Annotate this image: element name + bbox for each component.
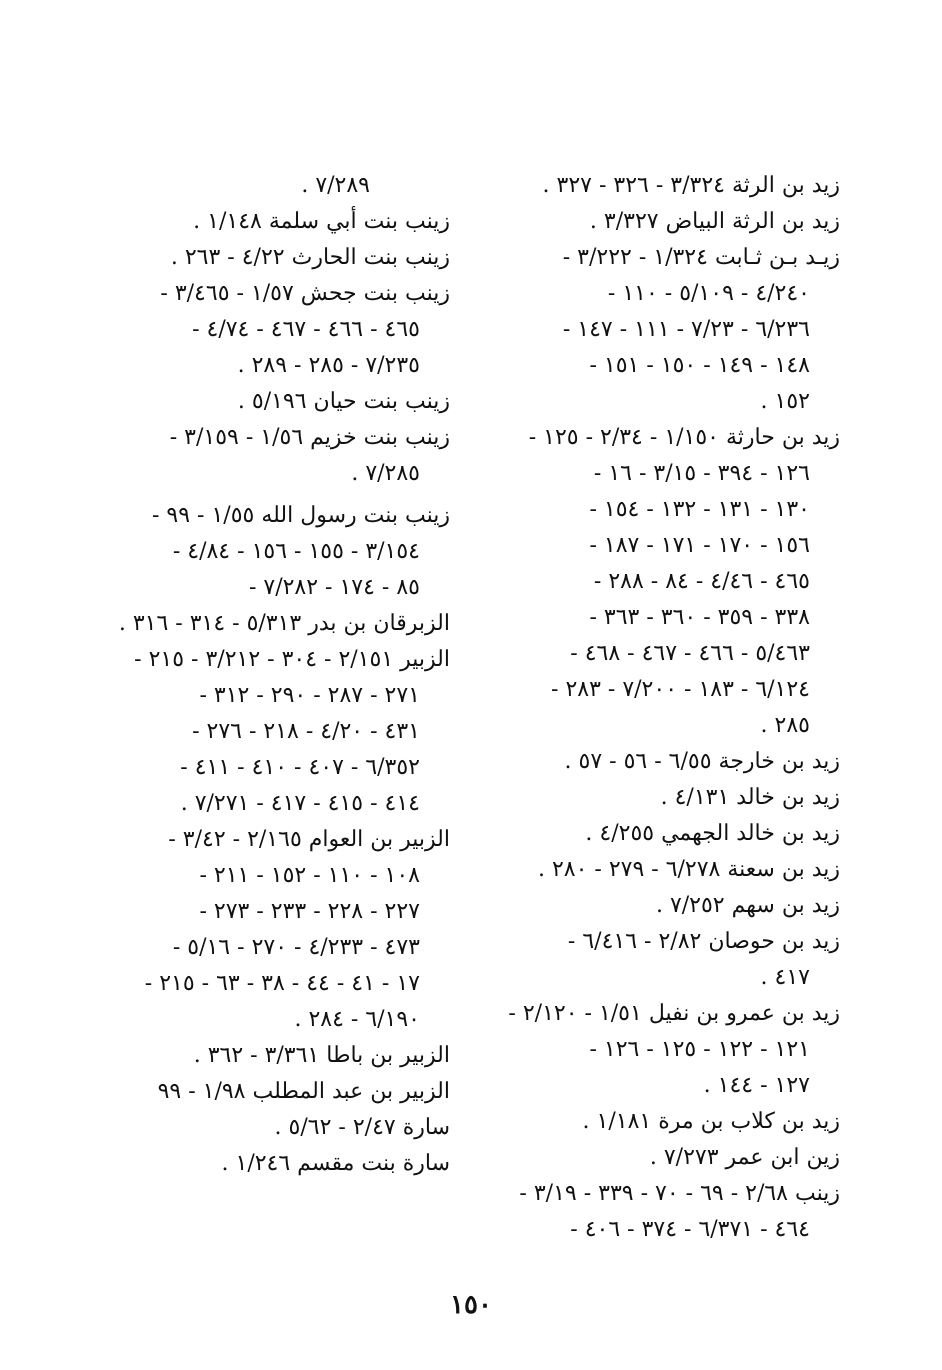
index-entry-continuation: ١٠٨ - ١١٠ - ١٥٢ - ٢١١ -	[199, 863, 420, 888]
index-entry: زينب ٢/٦٨ - ٦٩ - ٧٠ - ٣٣٩ - ٣/١٩ -	[519, 1181, 840, 1206]
index-entry-continuation: ١٢٧ - ١٤٤ .	[703, 1073, 810, 1098]
index-entry: زينب بنت الحارث ٤/٢٢ - ٢٦٣ .	[170, 245, 450, 270]
index-entry: زينب بنت رسول الله ١/٥٥ - ٩٩ -	[151, 503, 450, 528]
index-entry: زينب بنت خزيم ١/٥٦ - ٣/١٥٩ -	[169, 425, 450, 450]
index-entry-continuation: ١٤٨ - ١٤٩ - ١٥٠ - ١٥١ -	[589, 353, 810, 378]
index-entry-continuation: ٨٥ - ١٧٤ - ٧/٢٨٢ -	[248, 575, 420, 600]
index-entry: زينب بنت جحش ١/٥٧ - ٣/٤٦٥ -	[160, 281, 450, 306]
index-entry-continuation: ٤٣١ - ٤/٢٠ - ٢١٨ - ٢٧٦ -	[192, 719, 420, 744]
index-entry: زيد بن خالد الجهمي ٤/٢٥٥ .	[585, 821, 840, 846]
index-entry: زيد بن خارجة ٦/٥٥ - ٥٦ - ٥٧ .	[564, 749, 840, 774]
index-entry: زيد بن سعنة ٦/٢٧٨ - ٢٧٩ - ٢٨٠ .	[537, 857, 840, 882]
index-entry: الزبير بن العوام ٢/١٦٥ - ٣/٤٢ -	[168, 827, 450, 852]
index-entry-continuation: ١٥٢ .	[760, 389, 810, 414]
index-entry-continuation: ١٥٦ - ١٧٠ - ١٧١ - ١٨٧ -	[589, 533, 810, 558]
index-entry: زيد بن حارثة ١/١٥٠ - ٢/٣٤ - ١٢٥ -	[528, 425, 840, 450]
index-entry-continuation: ٦/١٩٠ - ٢٨٤ .	[294, 1007, 420, 1032]
index-entry: الزبير بن عبد المطلب ١/٩٨ - ٩٩	[157, 1079, 450, 1104]
index-entry-continuation: ٤١٧ .	[760, 965, 810, 990]
right-column	[500, 168, 840, 1248]
index-entry: زيد بن خالد ٤/١٣١ .	[660, 785, 840, 810]
index-entry-continuation: ٢٢٧ - ٢٢٨ - ٢٣٣ - ٢٧٣ -	[199, 899, 420, 924]
index-entry: الزبرقان بن بدر ٥/٣١٣ - ٣١٤ - ٣١٦ .	[118, 611, 450, 636]
index-entry: زيد بن عمرو بن نفيل ١/٥١ - ٢/١٢٠ -	[508, 1001, 840, 1026]
index-entry: زيد بن سهم ٧/٢٥٢ .	[655, 893, 840, 918]
index-entry: زيد بن حوصان ٢/٨٢ - ٦/٤١٦ -	[567, 929, 840, 954]
index-entry-continuation: ٢٧١ - ٢٨٧ - ٢٩٠ - ٣١٢ -	[199, 683, 420, 708]
index-entry-continuation: ١٣٠ - ١٣١ - ١٣٢ - ١٥٤ -	[589, 497, 810, 522]
index-entry-continuation: ٣/١٥٤ - ١٥٥ - ١٥٦ - ٤/٨٤ -	[172, 539, 420, 564]
index-entry: زينب بنت أبي سلمة ١/١٤٨ .	[193, 209, 450, 234]
index-entry-continuation: ٥/٤٦٣ - ٤٦٦ - ٤٦٧ - ٤٦٨ -	[570, 641, 810, 666]
index-entry-continuation: ١٢٦ - ٣٩٤ - ٣/١٥ - ١٦ -	[593, 461, 810, 486]
index-entry-continuation: ٤٧٣ - ٤/٢٣٣ - ٢٧٠ - ٥/١٦ -	[172, 935, 420, 960]
index-entry: زيد بن كلاب بن مرة ١/١٨١ .	[582, 1109, 840, 1134]
index-entry: زينب بنت حيان ٥/١٩٦ .	[237, 389, 450, 414]
index-entry-continuation: ٣٣٨ - ٣٥٩ - ٣٦٠ - ٣٦٣ -	[589, 605, 810, 630]
index-entry-continuation: ٢٨٥ .	[760, 713, 810, 738]
index-entry-continuation: ٤٦٥ - ٤/٤٦ - ٨٤ - ٢٨٨ -	[593, 569, 810, 594]
index-entry-continuation: ٦/٢٣٦ - ٧/٢٣ - ١١١ - ١٤٧ -	[562, 317, 810, 342]
page-number: ١٥٠	[450, 1290, 492, 1320]
index-entry-continuation: ٤/٢٤٠ - ٥/١٠٩ - ١١٠ -	[607, 281, 810, 306]
index-entry: زين ابن عمر ٧/٢٧٣ .	[649, 1145, 840, 1170]
index-entry-continuation: ١٧ - ٤١ - ٤٤ - ٣٨ - ٦٣ - ٢١٥ -	[144, 971, 420, 996]
index-entry-continuation: ٦/٣٥٢ - ٤٠٧ - ٤١٠ - ٤١١ -	[180, 755, 420, 780]
index-entry-continuation: ٤٦٤ - ٦/٣٧١ - ٣٧٤ - ٤٠٦ -	[570, 1217, 810, 1242]
index-entry-continuation: ٤١٤ - ٤١٥ - ٤١٧ - ٧/٢٧١ .	[180, 791, 420, 816]
index-entry-continuation: ٧/٢٣٥ - ٢٨٥ - ٢٨٩ .	[237, 353, 420, 378]
index-entry: زيـد بـن ثـابت ١/٣٢٤ - ٣/٢٢٢ -	[562, 245, 840, 270]
index-entry: الزبير ٢/١٥١ - ٣٠٤ - ٣/٢١٢ - ٢١٥ -	[134, 647, 450, 672]
index-entry-continuation: ٧/٢٨٩ .	[301, 173, 370, 198]
index-entry-continuation: ٧/٢٨٥ .	[351, 461, 420, 486]
index-entry-continuation: ٦/١٢٤ - ١٨٣ - ٧/٢٠٠ - ٢٨٣ -	[551, 677, 810, 702]
index-entry-continuation: ١٢١ - ١٢٢ - ١٢٥ - ١٢٦ -	[589, 1037, 810, 1062]
index-entry: زيد بن الرثة البياض ٣/٣٢٧ .	[589, 209, 840, 234]
index-entry: زيد بن الرثة ٣/٣٢٤ - ٣٢٦ - ٣٢٧ .	[542, 173, 840, 198]
index-entry-continuation: ٤٦٥ - ٤٦٦ - ٤٦٧ - ٤/٧٤ -	[192, 317, 420, 342]
index-entry: الزبير بن باطا ٣/٣٦١ - ٣٦٢ .	[193, 1043, 450, 1068]
index-entry: سارة بنت مقسم ١/٢٤٦ .	[221, 1151, 450, 1176]
index-entry: سارة ٢/٤٧ - ٥/٦٢ .	[274, 1115, 450, 1140]
left-column	[105, 168, 450, 1182]
